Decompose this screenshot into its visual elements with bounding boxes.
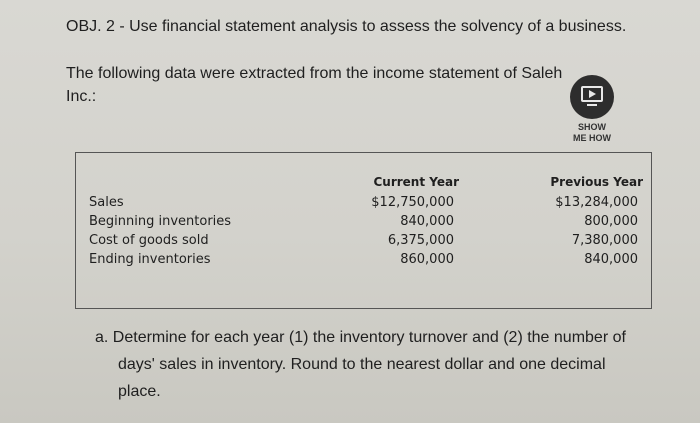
row-label: Sales xyxy=(89,195,124,210)
row-label: Cost of goods sold xyxy=(89,233,209,248)
question-prefix: a. xyxy=(95,329,109,346)
question-a xyxy=(95,324,675,405)
show-me-how-label: SHOW ME HOW xyxy=(573,122,611,143)
cell-value: $13,284,000 xyxy=(555,195,638,210)
objective-heading: OBJ. 2 - Use financial statement analysis to assess the solvency of a business. xyxy=(66,18,627,35)
row-label: Ending inventories xyxy=(89,252,211,267)
cell-value: 7,380,000 xyxy=(571,233,638,248)
cell-value: 6,375,000 xyxy=(387,233,454,248)
current-year-values xyxy=(371,193,454,269)
cell-value: 800,000 xyxy=(584,214,638,229)
cell-value: 840,000 xyxy=(584,252,638,267)
previous-year-values xyxy=(555,193,638,269)
video-screen-icon xyxy=(570,75,614,119)
cell-value: $12,750,000 xyxy=(371,195,454,210)
intro-text: The following data were extracted from the income statement of Saleh Inc.: xyxy=(66,65,563,105)
question-line-2: days' sales in inventory. Round to the nearest dollar and one decimal xyxy=(118,356,606,373)
header-current-year: Current Year xyxy=(373,175,459,189)
row-label: Beginning inventories xyxy=(89,214,232,229)
question-line-1: Determine for each year (1) the inventory turnover and (2) the number of xyxy=(112,329,626,346)
row-labels xyxy=(89,193,231,269)
question-line-3: place. xyxy=(118,383,161,400)
cell-value: 860,000 xyxy=(400,252,454,267)
cell-value: 840,000 xyxy=(400,214,454,229)
show-me-how-button[interactable] xyxy=(560,75,624,144)
header-previous-year: Previous Year xyxy=(550,175,643,189)
income-statement-table xyxy=(75,152,652,309)
